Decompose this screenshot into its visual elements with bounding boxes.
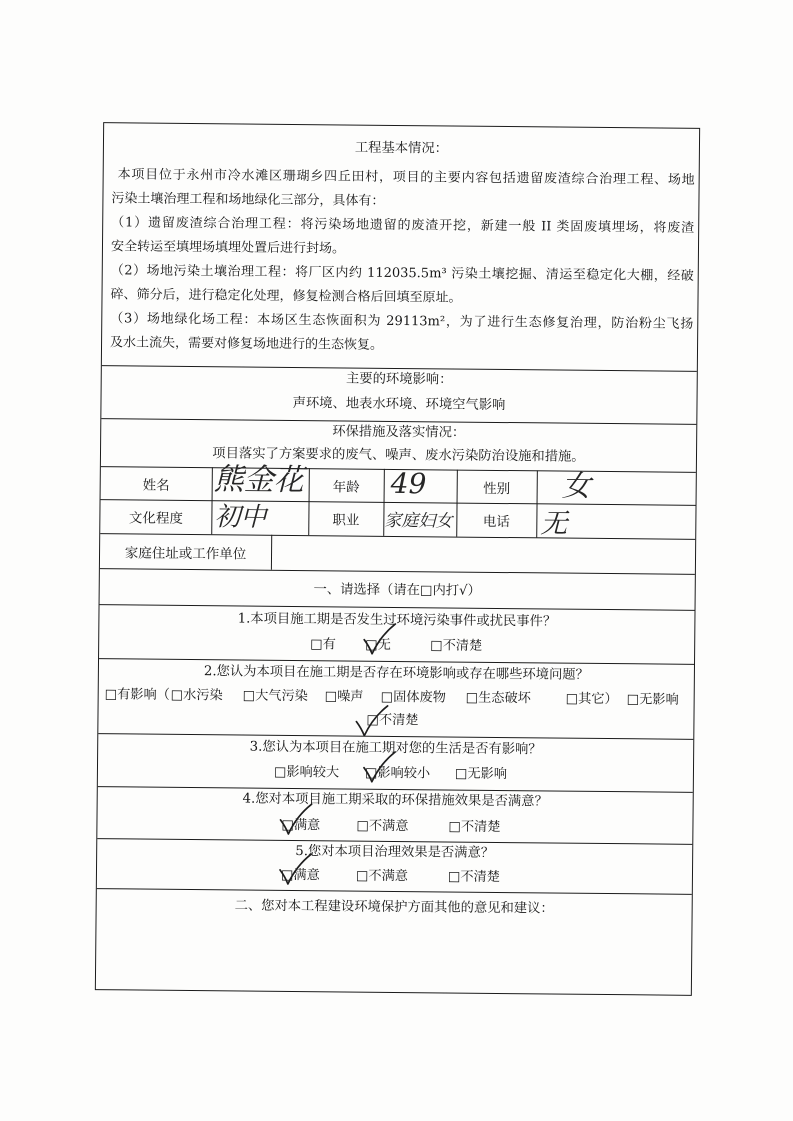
question-4-text: 4.您对本项目施工期采取的环保措施效果是否满意？ bbox=[242, 791, 548, 810]
survey-form bbox=[95, 122, 700, 996]
project-info-line: 安全转运至填埋场填埋处置后进行封场。 bbox=[110, 239, 346, 257]
measures-heading: 环保措施及落实情况： bbox=[332, 424, 466, 441]
q4-option-dissatisfied: □不满意 bbox=[356, 818, 409, 835]
project-info-line: （2）场地污染土壤治理工程：将厂区内约 112035.5m³ 污染土壤挖掘、清运至稳定化大棚，经破 bbox=[110, 263, 694, 284]
project-info-heading: 工程基本情况： bbox=[354, 140, 449, 157]
project-info-line: 本项目位于永州市冷水滩区珊瑚乡四丘田村，项目的主要内容包括遗留废渣综合治理工程、场地 bbox=[117, 167, 695, 188]
question-2-text: 2.您认为本项目在施工期是否存在环境影响或存在哪些环境问题？ bbox=[203, 664, 589, 683]
q2-option-other: □其它） bbox=[565, 691, 618, 708]
q5-option-unsure: □不清楚 bbox=[447, 869, 501, 885]
q5-option-satisfied: □满意 bbox=[281, 868, 320, 884]
phone-value: 无 bbox=[540, 508, 568, 540]
education-value: 初中 bbox=[214, 502, 267, 533]
name-label: 姓名 bbox=[142, 477, 170, 494]
age-value: 49 bbox=[390, 466, 427, 501]
section-2-title: 二、您对本工程建设环境保护方面其他的意见和建议： bbox=[234, 898, 554, 917]
q2-option-noise: □噪声 bbox=[324, 689, 364, 705]
measures-text: 项目落实了方案要求的废气、噪声、废水污染防治设施和措施。 bbox=[212, 446, 585, 465]
q1-option-no: □无 bbox=[365, 638, 391, 654]
project-info-line: （1）遗留废渣综合治理工程：将污染场地遗留的废渣开挖，新建一般 II 类固废填埋场，将废渣 bbox=[111, 215, 695, 236]
q1-option-unsure: □不清楚 bbox=[430, 638, 483, 654]
project-info-line: （3）场地绿化场工程：本场区生态恢面积为 29113m²，为了进行生态修复治理，防治粉尘飞扬 bbox=[110, 311, 694, 332]
handwritten-check-icon bbox=[354, 705, 388, 737]
q5-option-dissatisfied: □不满意 bbox=[355, 868, 409, 885]
q3-option-no-impact: □无影响 bbox=[454, 766, 508, 783]
project-info-line: 污染土壤治理工程和场地绿化三部分，具体有： bbox=[111, 191, 385, 209]
q4-option-unsure: □不清楚 bbox=[448, 819, 501, 836]
occupation-label: 职业 bbox=[332, 512, 360, 529]
q3-option-large-impact: □影响较大 bbox=[273, 764, 340, 781]
q2-option-unsure: □不清楚 bbox=[366, 713, 418, 729]
phone-label: 电话 bbox=[482, 513, 510, 531]
q2-option-ecological-damage: □生态破坏 bbox=[465, 690, 531, 707]
occupation-value: 家庭妇女 bbox=[384, 510, 453, 532]
section-1-title: 一、请选择（请在□内打√） bbox=[313, 582, 481, 599]
gender-value: 女 bbox=[561, 468, 591, 503]
education-label: 文化程度 bbox=[128, 510, 183, 527]
question-1-text: 1.本项目施工期是否发生过环境污染事件或扰民事件？ bbox=[237, 611, 557, 630]
environmental-impact-heading: 主要的环境影响： bbox=[345, 371, 453, 388]
age-label: 年龄 bbox=[332, 478, 360, 496]
q2-option-solid-waste: □固体废物 bbox=[380, 689, 446, 706]
handwritten-check-icon bbox=[362, 623, 396, 655]
column-rule bbox=[271, 535, 272, 570]
q2-option-no-impact: □无影响 bbox=[626, 692, 679, 708]
address-label: 家庭住址或工作单位 bbox=[124, 544, 247, 563]
q4-option-satisfied: □满意 bbox=[281, 818, 320, 834]
q2-option-water-pollution: □水污染 bbox=[170, 687, 223, 704]
divider bbox=[100, 568, 695, 575]
project-info-line: 碎、筛分后，进行稳定化处理，修复检测合格后回填至原址。 bbox=[110, 287, 462, 306]
question-5-text: 5.您对本项目治理效果是否满意？ bbox=[295, 844, 495, 861]
gender-label: 性别 bbox=[483, 480, 511, 497]
project-info-line: 及水土流失，需要对修复场地进行的生态恢复。 bbox=[109, 335, 384, 353]
environmental-impact-text: 声环境、地表水环境、环境空气影响 bbox=[292, 395, 506, 414]
handwritten-check-icon bbox=[362, 751, 396, 783]
q1-option-yes: □有 bbox=[310, 637, 336, 653]
handwritten-check-icon bbox=[278, 803, 312, 835]
handwritten-check-icon bbox=[278, 853, 312, 885]
q2-option-has-impact: □有影响（ bbox=[104, 687, 170, 703]
divider bbox=[97, 888, 692, 895]
q2-option-air-pollution: □大气污染 bbox=[242, 688, 308, 705]
q3-option-small-impact: □影响较小 bbox=[365, 766, 430, 783]
name-value: 熊金花 bbox=[213, 462, 304, 499]
question-3-text: 3.您认为本项目在施工期对您的生活是否有影响？ bbox=[249, 739, 542, 758]
